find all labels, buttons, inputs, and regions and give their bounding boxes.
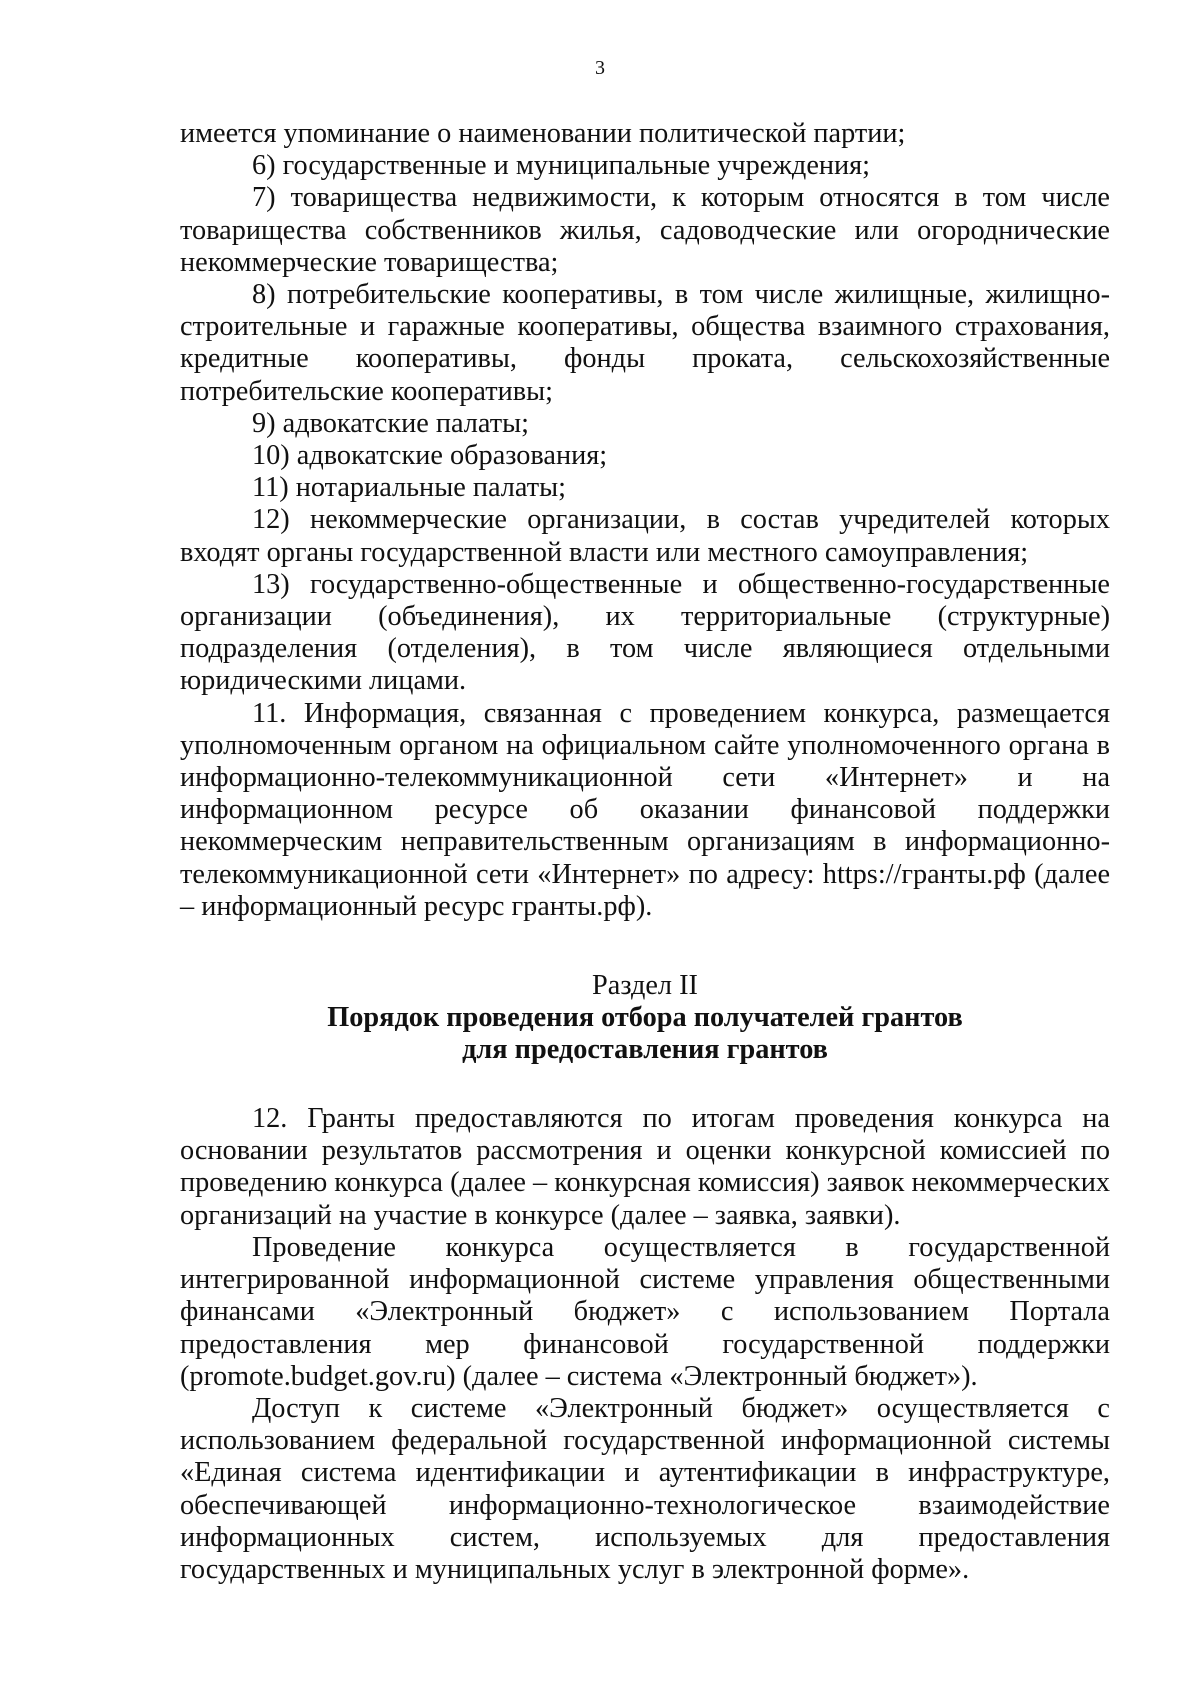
section-body — [180, 1103, 1110, 1586]
clause-12-paragraph-3: Доступ к системе «Электронный бюджет» осуществляется с использованием федеральной государственной информационной системы «Единая система идентификации и аутентификации в инфраструктуре, обеспечивающей информационно-технологическое взаимодействие информационных систем, используемых для предоставления государственных и муниципальных услуг в электронной форме». — [180, 1392, 1110, 1585]
page-number: 3 — [595, 57, 605, 79]
clause-12-paragraph-2: Проведение конкурса осуществляется в государственной интегрированной информационной системе управления общественными финансами «Электронный бюджет» с использованием Портала предоставления мер финансовой государственной поддержки (promote.budget.gov.ru) (далее – система «Электронный бюджет»). — [180, 1231, 1110, 1392]
list-item-13: 13) государственно-общественные и общественно-государственные организации (объединения), их территориальные (структурные) подразделения (отделения), в том числе являющиеся отдельными юридическими лицами. — [180, 568, 1110, 697]
clause-12: 12. Гранты предоставляются по итогам проведения конкурса на основании результатов рассмотрения и оценки конкурсной комиссией по проведению конкурса (далее – конкурсная комиссия) заявок некоммерческих организаций на участие в конкурсе (далее – заявка, заявки). — [180, 1103, 1110, 1231]
section-label: Раздел II — [592, 970, 698, 1002]
list-item-6: 6) государственные и муниципальные учреждения; — [252, 150, 871, 182]
list-item-11: 11) нотариальные палаты; — [252, 472, 566, 504]
section-title-line-1: Порядок проведения отбора получателей грантов — [327, 1002, 963, 1034]
section-title-line-2: для предоставления грантов — [462, 1034, 828, 1066]
list-item-7: 7) товарищества недвижимости, к которым относятся в том числе товарищества собственников жилья, садоводческие или огороднические некоммерческие товарищества; — [180, 182, 1110, 278]
section-heading — [180, 970, 1110, 1066]
list-item-10: 10) адвокатские образования; — [252, 440, 608, 472]
list-item-8: 8) потребительские кооперативы, в том числе жилищные, жилищно-строительные и гаражные кооперативы, общества взаимного страхования, кредитные кооперативы, фонды проката, сельскохозяйственные потребительские кооперативы; — [180, 279, 1110, 407]
list-item-9: 9) адвокатские палаты; — [252, 407, 529, 439]
list-item-12: 12) некоммерческие организации, в состав учредителей которых входят органы государственной власти или местного самоуправления; — [180, 504, 1110, 568]
clause-11: 11. Информация, связанная с проведением конкурса, размещается уполномоченным органом на официальном сайте уполномоченного органа в информационно-телекоммуникационной сети «Интернет» и на информационном ресурсе об оказании финансовой поддержки некоммерческим неправительственным организациям в информационно-телекоммуникационной сети «Интернет» по адресу: https://гранты.рф (далее – информационный ресурс гранты.рф). — [180, 697, 1110, 922]
paragraph-continuation: имеется упоминание о наименовании политической партии; — [180, 118, 906, 149]
document-body — [180, 118, 1110, 1586]
